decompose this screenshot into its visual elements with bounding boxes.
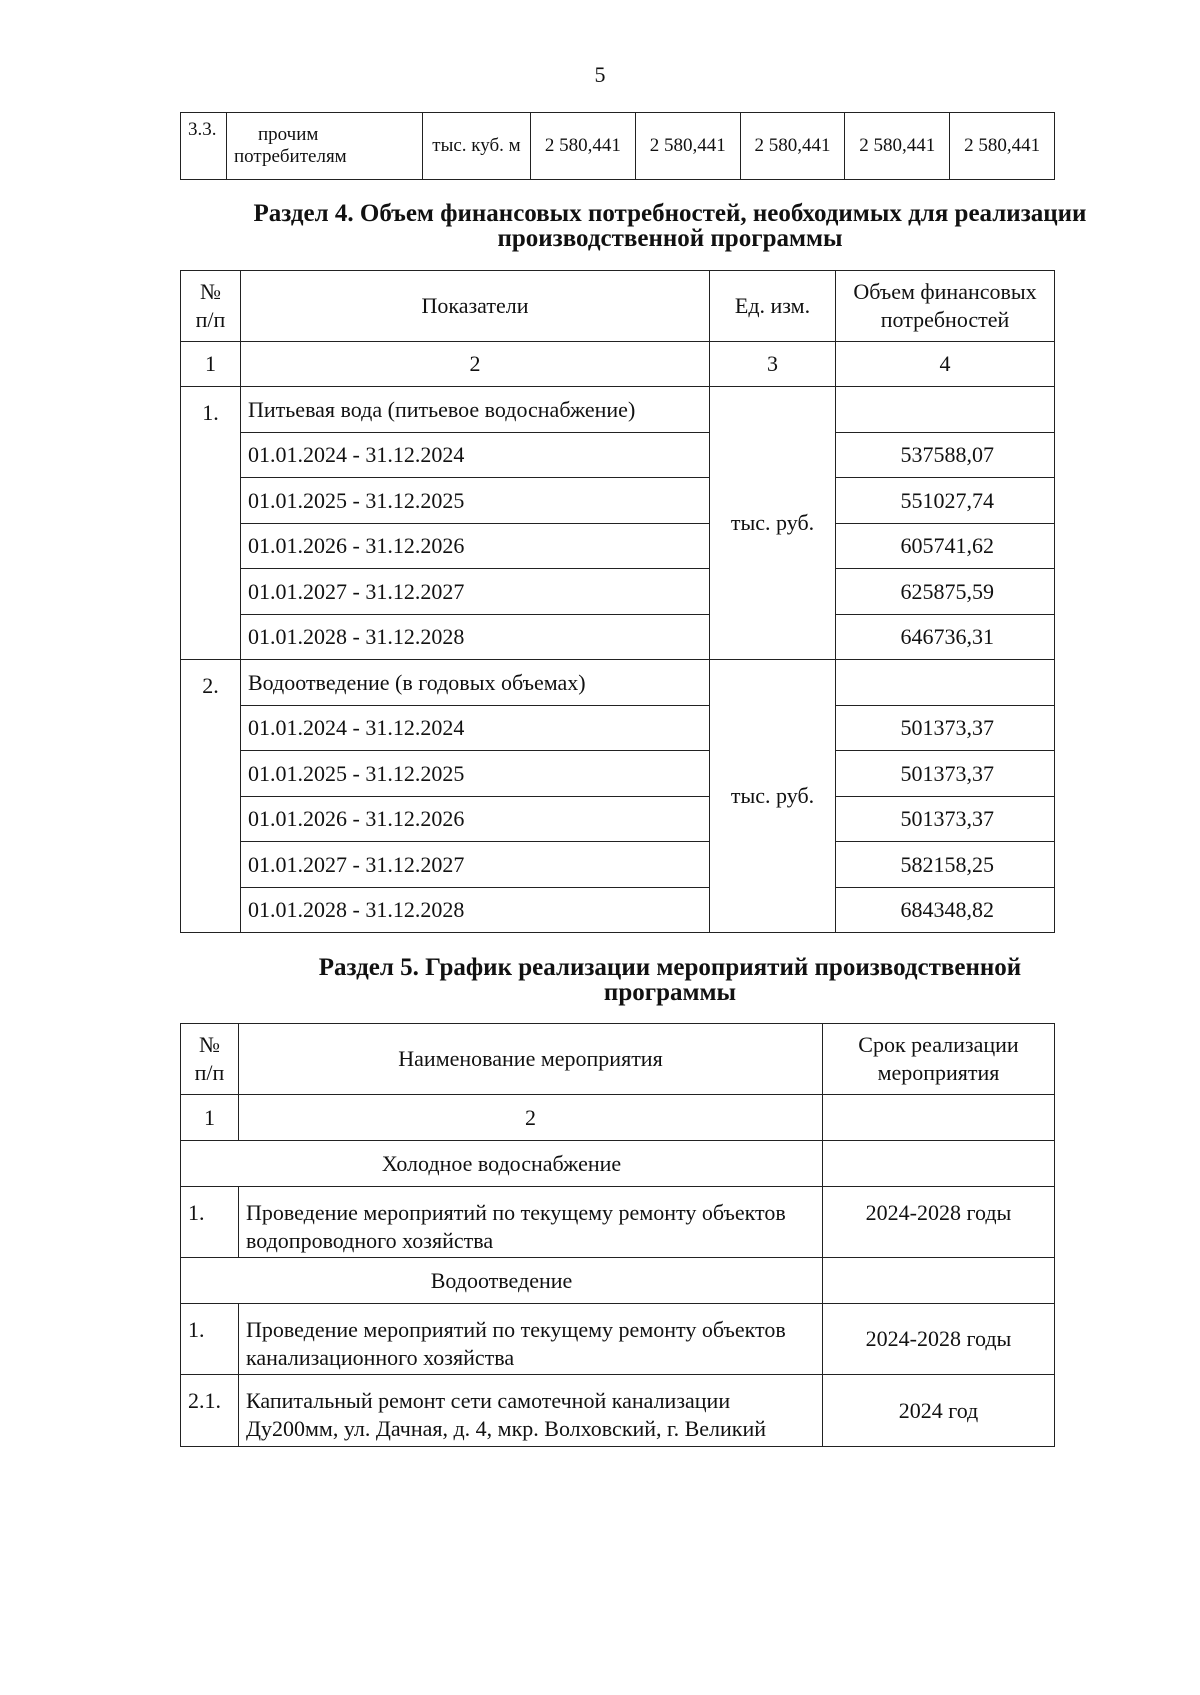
row-name: Капитальный ремонт сети самотечной канализации Ду200мм, ул. Дачная, д. 4, мкр. Волховский, г. Великий — [239, 1375, 823, 1447]
table-row — [181, 524, 1055, 569]
table-row — [181, 569, 1055, 615]
subheading-empty — [823, 1141, 1055, 1187]
row-name: Проведение мероприятий по текущему ремонту объектов водопроводного хозяйства — [239, 1187, 823, 1258]
period: 01.01.2024 - 31.12.2024 — [241, 706, 710, 751]
period: 01.01.2024 - 31.12.2024 — [241, 433, 710, 478]
col-number: 2 — [239, 1095, 823, 1141]
group-number: 1. — [181, 387, 241, 660]
value: 582158,25 — [836, 842, 1055, 888]
table-row — [181, 113, 1055, 180]
table-row — [181, 706, 1055, 751]
table-row — [181, 1375, 1055, 1447]
row-value: 2 580,441 — [635, 113, 740, 180]
row-value: 2 580,441 — [531, 113, 636, 180]
subheading-cold-water: Холодное водоснабжение — [181, 1141, 823, 1187]
value: 646736,31 — [836, 615, 1055, 660]
group-value-empty — [836, 387, 1055, 433]
group-name: Водоотведение (в годовых объемах) — [241, 660, 710, 706]
period: 01.01.2028 - 31.12.2028 — [241, 615, 710, 660]
row-number: 1. — [181, 1187, 239, 1258]
row-unit: тыс. куб. м — [423, 113, 531, 180]
header-indicator: Показатели — [241, 271, 710, 342]
period: 01.01.2027 - 31.12.2027 — [241, 569, 710, 615]
table-row — [181, 842, 1055, 888]
header-num: № п/п — [181, 271, 241, 342]
header-term: Срок реализации мероприятия — [823, 1024, 1055, 1095]
col-number: 1 — [181, 1095, 239, 1141]
group-unit: тыс. руб. — [710, 660, 836, 933]
value: 684348,82 — [836, 888, 1055, 933]
value: 551027,74 — [836, 478, 1055, 524]
value: 605741,62 — [836, 524, 1055, 569]
row-name: Проведение мероприятий по текущему ремонту объектов канализационного хозяйства — [239, 1304, 823, 1375]
row-number: 2.1. — [181, 1375, 239, 1447]
table-row — [181, 1187, 1055, 1258]
col-number-empty — [823, 1095, 1055, 1141]
header-num: № п/п — [181, 1024, 239, 1095]
group-unit: тыс. руб. — [710, 387, 836, 660]
group-number: 2. — [181, 660, 241, 933]
financial-needs-table — [180, 270, 1055, 933]
period: 01.01.2025 - 31.12.2025 — [241, 478, 710, 524]
table-row — [181, 888, 1055, 933]
period: 01.01.2027 - 31.12.2027 — [241, 842, 710, 888]
schedule-table — [180, 1023, 1055, 1447]
value: 537588,07 — [836, 433, 1055, 478]
subheading-empty — [823, 1258, 1055, 1304]
row-name: прочим потребителям — [227, 113, 423, 180]
table-row — [181, 1304, 1055, 1375]
row-term: 2024-2028 годы — [823, 1304, 1055, 1375]
top-table — [180, 112, 1055, 180]
col-number: 2 — [241, 342, 710, 387]
subheading-row — [181, 1141, 1055, 1187]
subheading-row — [181, 1258, 1055, 1304]
col-number: 4 — [836, 342, 1055, 387]
subheading-sewerage: Водоотведение — [181, 1258, 823, 1304]
header-volume: Объем финансовых потребностей — [836, 271, 1055, 342]
table-row — [181, 433, 1055, 478]
header-row — [181, 271, 1055, 342]
table-row — [181, 387, 1055, 433]
section5-title: Раздел 5. График реализации мероприятий производственной программы — [318, 954, 1022, 1006]
period: 01.01.2025 - 31.12.2025 — [241, 751, 710, 797]
row-value: 2 580,441 — [845, 113, 950, 180]
row-term: 2024-2028 годы — [823, 1187, 1055, 1258]
col-number: 3 — [710, 342, 836, 387]
col-number: 1 — [181, 342, 241, 387]
row-value: 2 580,441 — [950, 113, 1055, 180]
value: 501373,37 — [836, 706, 1055, 751]
period: 01.01.2026 - 31.12.2026 — [241, 524, 710, 569]
page-number: 5 — [594, 62, 606, 87]
value: 501373,37 — [836, 797, 1055, 842]
table-row — [181, 478, 1055, 524]
value: 501373,37 — [836, 751, 1055, 797]
row-number: 1. — [181, 1304, 239, 1375]
section4-title: Раздел 4. Объем финансовых потребностей, необходимых для реализации производственной программы — [253, 200, 1087, 252]
table-row — [181, 751, 1055, 797]
row-value: 2 580,441 — [740, 113, 845, 180]
header-row — [181, 1024, 1055, 1095]
group-value-empty — [836, 660, 1055, 706]
table-row — [181, 615, 1055, 660]
column-number-row — [181, 1095, 1055, 1141]
value: 625875,59 — [836, 569, 1055, 615]
table-row — [181, 797, 1055, 842]
group-name: Питьевая вода (питьевое водоснабжение) — [241, 387, 710, 433]
row-number: 3.3. — [181, 113, 227, 180]
header-unit: Ед. изм. — [710, 271, 836, 342]
period: 01.01.2028 - 31.12.2028 — [241, 888, 710, 933]
header-name: Наименование мероприятия — [239, 1024, 823, 1095]
table-row — [181, 660, 1055, 706]
row-term: 2024 год — [823, 1375, 1055, 1447]
period: 01.01.2026 - 31.12.2026 — [241, 797, 710, 842]
column-number-row — [181, 342, 1055, 387]
